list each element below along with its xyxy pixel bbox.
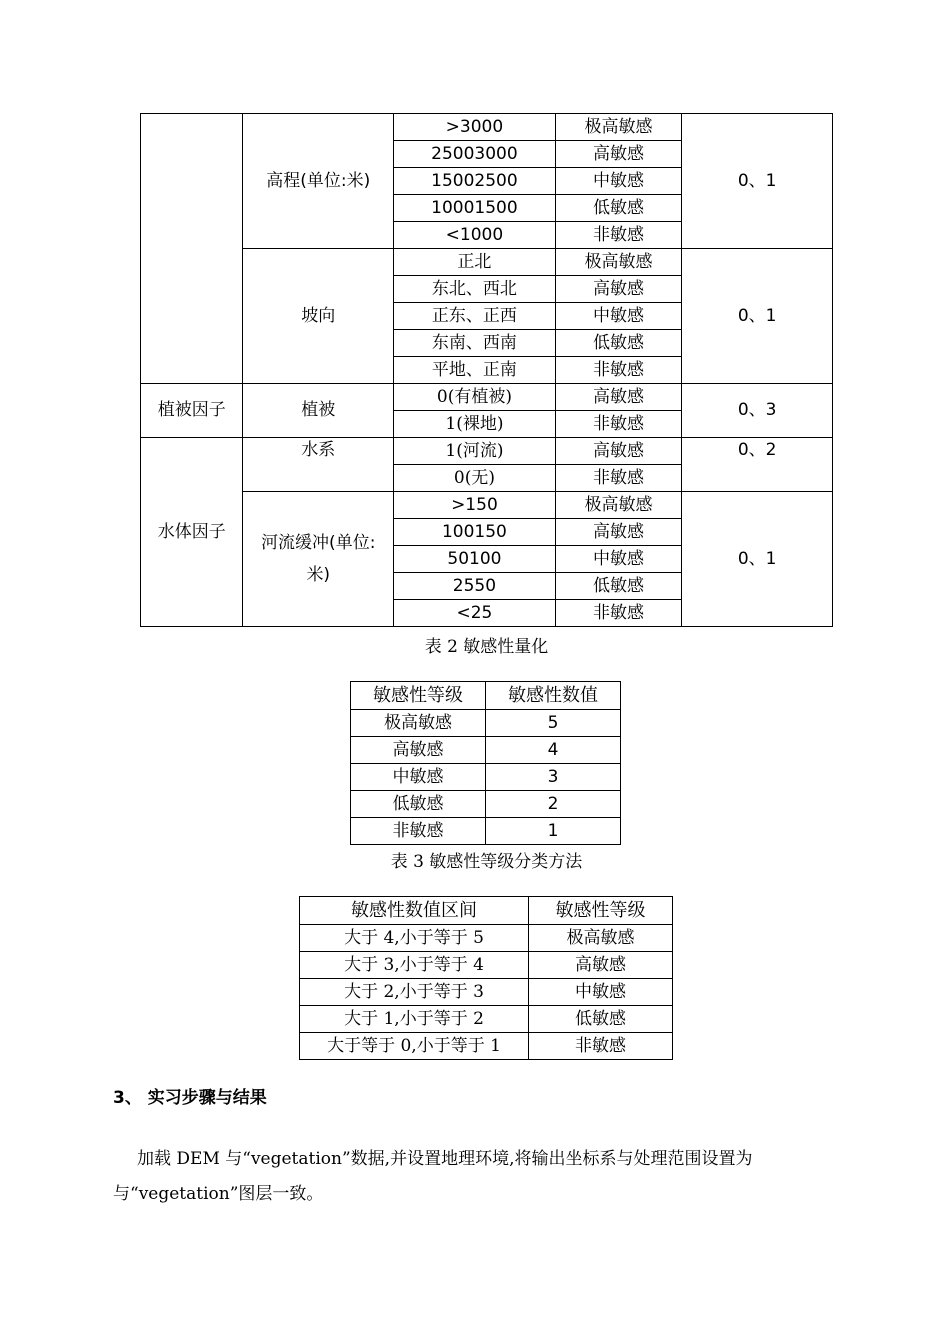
group-cell: 高程(单位:米) <box>243 114 394 249</box>
level-cell: 中敏感 <box>529 979 673 1006</box>
table-row <box>141 492 833 519</box>
weight-cell: 0、2 <box>682 438 833 492</box>
level-cell: 极高敏感 <box>555 492 682 519</box>
range-cell: 25003000 <box>394 141 556 168</box>
range-cell: 大于 4,小于等于 5 <box>300 925 529 952</box>
column-header: 敏感性等级 <box>351 682 486 710</box>
range-cell: 正东、正西 <box>394 303 556 330</box>
level-cell: 高敏感 <box>529 952 673 979</box>
table-row <box>141 249 833 276</box>
value-cell: 5 <box>486 710 621 737</box>
level-cell: 低敏感 <box>555 573 682 600</box>
table3-caption: 表 3 敏感性等级分类方法 <box>390 852 583 872</box>
group-cell: 植被 <box>243 384 394 438</box>
range-cell: 1(裸地) <box>394 411 556 438</box>
level-cell: 极高敏感 <box>555 114 682 141</box>
column-header: 敏感性数值 <box>486 682 621 710</box>
level-cell: 高敏感 <box>555 141 682 168</box>
sensitivity-value-table <box>350 681 621 845</box>
factor-cell: 植被因子 <box>141 384 243 438</box>
table-row <box>300 1033 673 1060</box>
table-header-row <box>300 897 673 925</box>
level-cell: 非敏感 <box>555 465 682 492</box>
level-cell: 低敏感 <box>555 195 682 222</box>
weight-cell: 0、1 <box>682 492 833 627</box>
body-paragraph: 加载 DEM 与“vegetation”数据,并设置地理环境,将输出坐标系与处理范围设置为与“vegetation”图层一致。 <box>113 1149 753 1204</box>
table-row <box>300 952 673 979</box>
level-cell: 低敏感 <box>529 1006 673 1033</box>
table-row <box>300 925 673 952</box>
level-cell: 高敏感 <box>555 384 682 411</box>
sensitivity-classification-table <box>299 896 673 1060</box>
range-cell: 平地、正南 <box>394 357 556 384</box>
range-cell: 东南、西南 <box>394 330 556 357</box>
range-cell: 1(河流) <box>394 438 556 465</box>
level-cell: 高敏感 <box>555 438 682 465</box>
table-row <box>351 818 621 845</box>
table2-caption: 表 2 敏感性量化 <box>424 637 549 657</box>
value-cell: 4 <box>486 737 621 764</box>
group-cell: 河流缓冲(单位:米) <box>243 492 394 627</box>
range-cell: 大于等于 0,小于等于 1 <box>300 1033 529 1060</box>
range-cell: 大于 3,小于等于 4 <box>300 952 529 979</box>
table-row <box>351 710 621 737</box>
level-cell: 非敏感 <box>529 1033 673 1060</box>
section-heading: 3、 实习步骤与结果 <box>113 1088 267 1108</box>
level-cell: 中敏感 <box>555 168 682 195</box>
level-cell: 非敏感 <box>351 818 486 845</box>
level-cell: 非敏感 <box>555 222 682 249</box>
level-cell: 极高敏感 <box>529 925 673 952</box>
table-row <box>141 114 833 141</box>
table-row <box>141 384 833 411</box>
range-cell: 0(有植被) <box>394 384 556 411</box>
range-cell: 50100 <box>394 546 556 573</box>
weight-cell: 0、3 <box>682 384 833 438</box>
range-cell: 东北、西北 <box>394 276 556 303</box>
table-row <box>300 1006 673 1033</box>
range-cell: 10001500 <box>394 195 556 222</box>
weight-cell: 0、1 <box>682 114 833 249</box>
level-cell: 低敏感 <box>555 330 682 357</box>
range-cell: 100150 <box>394 519 556 546</box>
factor-cell <box>141 114 243 384</box>
range-cell: 大于 1,小于等于 2 <box>300 1006 529 1033</box>
value-cell: 3 <box>486 764 621 791</box>
table-header-row <box>351 682 621 710</box>
range-cell: 2550 <box>394 573 556 600</box>
level-cell: 极高敏感 <box>555 249 682 276</box>
range-cell: >150 <box>394 492 556 519</box>
column-header: 敏感性等级 <box>529 897 673 925</box>
table-row <box>351 737 621 764</box>
group-cell: 水系 <box>243 438 394 492</box>
level-cell: 高敏感 <box>555 276 682 303</box>
range-cell: 大于 2,小于等于 3 <box>300 979 529 1006</box>
level-cell: 中敏感 <box>555 546 682 573</box>
column-header: 敏感性数值区间 <box>300 897 529 925</box>
level-cell: 低敏感 <box>351 791 486 818</box>
table-row <box>141 438 833 465</box>
level-cell: 极高敏感 <box>351 710 486 737</box>
level-cell: 高敏感 <box>351 737 486 764</box>
table-row <box>351 791 621 818</box>
value-cell: 1 <box>486 818 621 845</box>
table-row <box>351 764 621 791</box>
group-cell: 坡向 <box>243 249 394 384</box>
level-cell: 非敏感 <box>555 411 682 438</box>
level-cell: 非敏感 <box>555 600 682 627</box>
sensitivity-factor-table <box>140 113 833 627</box>
range-cell: >3000 <box>394 114 556 141</box>
level-cell: 高敏感 <box>555 519 682 546</box>
weight-cell: 0、1 <box>682 249 833 384</box>
value-cell: 2 <box>486 791 621 818</box>
factor-cell: 水体因子 <box>141 438 243 627</box>
table-row <box>300 979 673 1006</box>
range-cell: <25 <box>394 600 556 627</box>
level-cell: 中敏感 <box>555 303 682 330</box>
range-cell: 15002500 <box>394 168 556 195</box>
range-cell: 0(无) <box>394 465 556 492</box>
range-cell: 正北 <box>394 249 556 276</box>
level-cell: 非敏感 <box>555 357 682 384</box>
range-cell: <1000 <box>394 222 556 249</box>
level-cell: 中敏感 <box>351 764 486 791</box>
